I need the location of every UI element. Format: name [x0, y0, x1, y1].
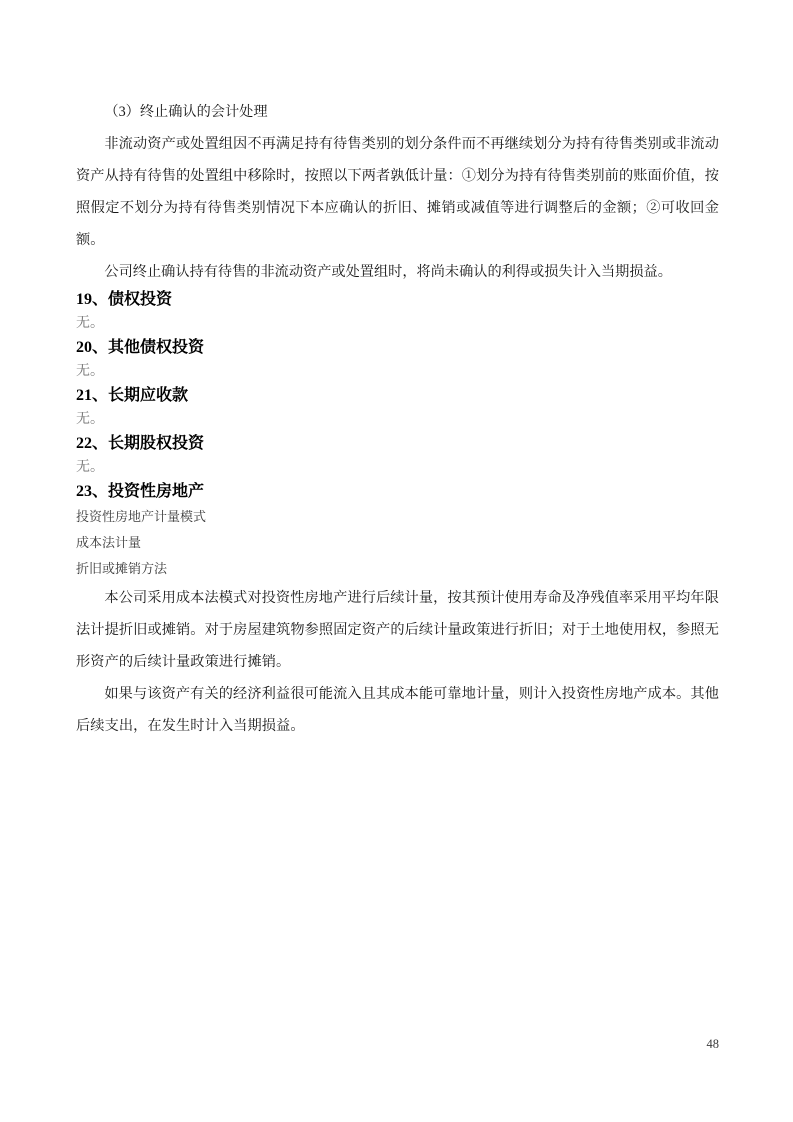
investment-property-cost-method-label: 成本法计量: [76, 535, 142, 550]
section-21-body-none: 无。: [76, 412, 104, 427]
page-number: 48: [706, 1037, 719, 1051]
subsection-heading-derecognition: （3）终止确认的会计处理: [104, 104, 268, 120]
paragraph-investment-property-1: 本公司采用成本法模式对投资性房地产进行后续计量，按其预计使用寿命及净残值率采用平均年限法计提折旧或摊销。对于房屋建筑物参照固定资产的后续计量政策进行折旧；对于土地使用权，参照无形资产的后续计量政策进行摊销。: [76, 590, 719, 670]
paragraph-investment-property-2: 如果与该资产有关的经济利益很可能流入且其成本能可靠地计量，则计入投资性房地产成本。其他后续支出，在发生时计入当期损益。: [76, 686, 719, 734]
paragraph-derecognition-2: 公司终止确认持有待售的非流动资产或处置组时，将尚未确认的利得或损失计入当期损益。: [104, 264, 672, 280]
investment-property-depreciation-method-label: 折旧或摊销方法: [76, 561, 168, 576]
section-heading-20-other-debt-investments: 20、其他债权投资: [76, 339, 205, 356]
paragraph-derecognition-1: 非流动资产或处置组因不再满足持有待售类别的划分条件而不再继续划分为持有待售类别或非流动资产从持有待售的处置组中移除时，按照以下两者孰低计量：①划分为持有待售类别前的账面价值，按照假定不划分为持有待售类别情况下本应确认的折旧、摊销或减值等进行调整后的金额；②可收回金额。: [76, 136, 719, 248]
section-heading-23-investment-property: 23、投资性房地产: [76, 483, 205, 500]
section-heading-19-debt-investments: 19、债权投资: [76, 291, 173, 308]
section-19-body-none: 无。: [76, 316, 104, 331]
investment-property-measurement-model-label: 投资性房地产计量模式: [76, 509, 207, 524]
section-22-body-none: 无。: [76, 460, 104, 475]
section-20-body-none: 无。: [76, 364, 104, 379]
section-heading-22-long-term-equity-investments: 22、长期股权投资: [76, 435, 205, 452]
section-heading-21-long-term-receivables: 21、长期应收款: [76, 387, 189, 404]
